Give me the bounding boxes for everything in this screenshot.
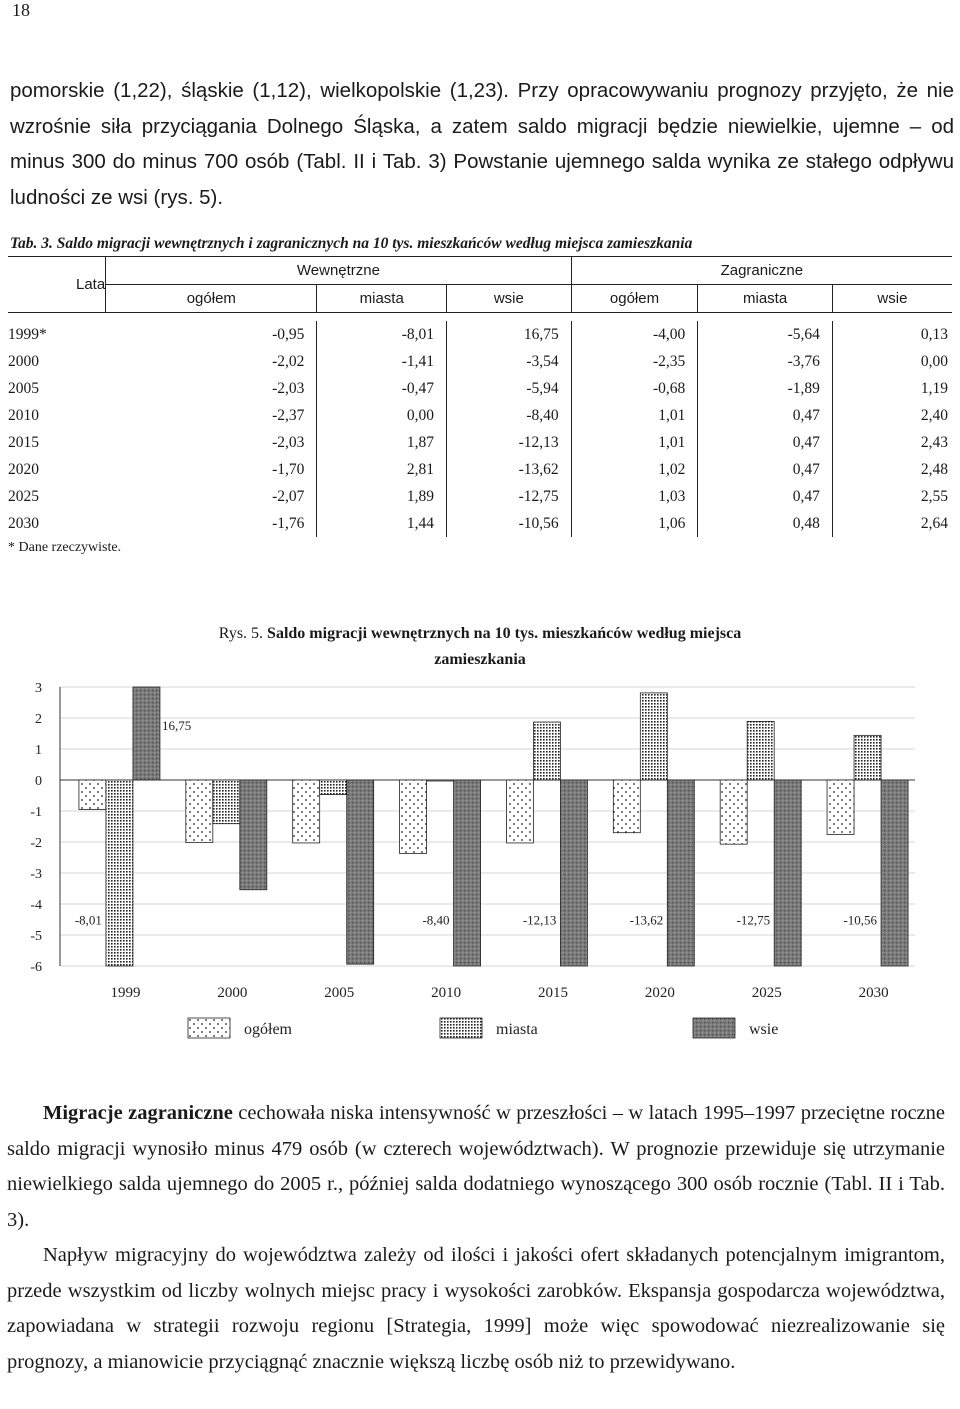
legend-swatch xyxy=(440,1018,482,1038)
ext-villages-cell: 0,00 xyxy=(832,348,952,375)
x-tick-label: 2015 xyxy=(537,985,568,1001)
bar-wsie xyxy=(881,780,908,966)
figure-caption xyxy=(180,621,780,673)
ext-total-cell: -2,35 xyxy=(571,348,698,375)
figure-caption-main: Saldo migracji wewnętrznych na 10 tys. mieszkańców według miejsca xyxy=(267,625,742,642)
ext-total-cell: -0,68 xyxy=(571,375,698,402)
bar-miasta xyxy=(533,722,560,780)
year-cell: 2000 xyxy=(8,352,39,370)
paragraph-rest: cechowała niska intensywność w przeszłości – w latach 1995–1997 przeciętne roczne saldo migracji wynosiło minus 479 osób (w czterech województwach). W prognozie przewiduje się utrzymanie niewielkiego salda ujemnego do 2005 r., później salda dodatniego wynoszącego 300 osób rocznie (Tabl. II i Tab. 3). xyxy=(7,1102,945,1231)
bar-miasta xyxy=(106,780,133,966)
bar-wsie xyxy=(454,780,481,966)
legend-label: miasta xyxy=(496,1021,538,1038)
subheader-ext-cities: miasta xyxy=(698,285,833,313)
bar-wsie xyxy=(347,780,374,964)
int-cities-cell: -8,01 xyxy=(317,321,447,348)
x-tick-label: 1999 xyxy=(110,985,141,1001)
ext-villages-cell: 2,40 xyxy=(832,402,952,429)
y-tick-label: -4 xyxy=(30,898,42,913)
subheader-int-cities: miasta xyxy=(317,285,447,313)
lata-header: Lata xyxy=(76,276,106,293)
bar-miasta xyxy=(747,721,774,780)
ext-total-cell: 1,01 xyxy=(571,402,698,429)
page-number: 18 xyxy=(12,0,30,20)
value-label: -13,62 xyxy=(629,912,664,928)
paragraph-inflow: Napływ migracyjny do województwa zależy od ilości i jakości ofert składanych potencjalnym imigrantom, przede wszystkim od liczby wolnych miejsc pracy i wysokości zarobków. Ekspansja gospodarcza województwa, zapowiadana w strategii rozwoju regionu [Strategia, 1999] może więc spowodować niezrealizowanie się prognozy, a mianowicie przyciągnąć znacznie większą liczbę osób niż to przewidywano. xyxy=(7,1244,945,1373)
group-foreign-header: Zagraniczne xyxy=(571,257,952,285)
bar-ogolem xyxy=(720,780,747,844)
y-tick-label: -2 xyxy=(30,836,42,851)
ext-total-cell: -4,00 xyxy=(571,321,698,348)
y-tick-label: 3 xyxy=(35,681,42,696)
int-cities-cell: 1,87 xyxy=(317,429,447,456)
int-villages-cell: -12,13 xyxy=(447,429,572,456)
migration-table xyxy=(8,256,952,537)
bar-miasta xyxy=(640,693,667,780)
table-row xyxy=(8,402,952,429)
bar-miasta xyxy=(213,780,240,824)
table-row xyxy=(8,429,952,456)
intro-paragraph: pomorskie (1,22), śląskie (1,12), wielkopolskie (1,23). Przy opracowywaniu prognozy przyjęto, że nie wzrośnie siła przyciągania Dolnego Śląska, a zatem saldo migracji będzie niewielkie, ujemne – od minus 300 do minus 700 osób (Tabl. II i Tab. 3) Powstanie ujemnego salda wynika ze stałego odpływu ludności ze wsi (rys. 5). xyxy=(10,79,954,209)
value-label: -12,13 xyxy=(522,912,557,928)
ext-cities-cell: 0,47 xyxy=(698,483,833,510)
int-cities-cell: -1,41 xyxy=(317,348,447,375)
int-villages-cell: -10,56 xyxy=(447,510,572,537)
paragraph-lead: Migracje zagraniczne xyxy=(43,1102,233,1124)
table-row xyxy=(8,483,952,510)
int-cities-cell: 2,81 xyxy=(317,456,447,483)
bar-wsie xyxy=(774,780,801,966)
x-tick-label: 2010 xyxy=(431,985,462,1001)
int-villages-cell: -8,40 xyxy=(447,402,572,429)
year-cell: 2015 xyxy=(8,433,39,451)
int-cities-cell: 0,00 xyxy=(317,402,447,429)
int-total-cell: -2,03 xyxy=(272,433,305,451)
migration-bar-chart xyxy=(0,670,960,1070)
int-villages-cell: 16,75 xyxy=(447,321,572,348)
ext-cities-cell: -3,76 xyxy=(698,348,833,375)
ext-total-cell: 1,02 xyxy=(571,456,698,483)
int-total-cell: -2,03 xyxy=(272,379,305,397)
table-footnote: * Dane rzeczywiste. xyxy=(8,540,122,555)
ext-cities-cell: -1,89 xyxy=(698,375,833,402)
table-row xyxy=(8,375,952,402)
table-row xyxy=(8,510,952,537)
int-total-cell: -2,07 xyxy=(272,487,305,505)
ext-villages-cell: 2,43 xyxy=(832,429,952,456)
subheader-int-villages: wsie xyxy=(447,285,572,313)
subheader-ext-villages: wsie xyxy=(832,285,952,313)
table-row xyxy=(8,456,952,483)
year-cell: 2010 xyxy=(8,406,39,424)
bar-ogolem xyxy=(506,780,533,843)
year-cell: 2025 xyxy=(8,487,39,505)
ext-total-cell: 1,03 xyxy=(571,483,698,510)
y-tick-label: -1 xyxy=(30,805,42,820)
bar-ogolem xyxy=(186,780,213,843)
int-total-cell: -1,76 xyxy=(272,514,305,532)
y-tick-label: 2 xyxy=(35,712,42,727)
bar-wsie xyxy=(667,780,694,966)
int-total-cell: -0,95 xyxy=(272,325,305,343)
table-caption: Tab. 3. Saldo migracji wewnętrznych i zagranicznych na 10 tys. mieszkańców według miejsca zamieszkania xyxy=(10,235,693,252)
bar-ogolem xyxy=(79,780,106,809)
year-cell: 2005 xyxy=(8,379,39,397)
x-tick-label: 2025 xyxy=(751,985,782,1001)
ext-total-cell: 1,01 xyxy=(571,429,698,456)
ext-villages-cell: 2,64 xyxy=(832,510,952,537)
ext-cities-cell: -5,64 xyxy=(698,321,833,348)
group-internal-header: Wewnętrzne xyxy=(106,257,571,285)
paragraph-foreign-migration xyxy=(7,1096,945,1238)
int-total-cell: -2,02 xyxy=(272,352,305,370)
int-villages-cell: -3,54 xyxy=(447,348,572,375)
x-tick-label: 2000 xyxy=(217,985,248,1001)
value-label: -8,40 xyxy=(422,912,450,928)
int-cities-cell: -0,47 xyxy=(317,375,447,402)
year-cell: 2020 xyxy=(8,460,39,478)
ext-villages-cell: 2,55 xyxy=(832,483,952,510)
year-cell: 1999* xyxy=(8,325,47,343)
subheader-int-total: ogółem xyxy=(106,285,317,313)
bar-wsie xyxy=(240,780,267,890)
legend-swatch xyxy=(693,1018,735,1038)
bar-wsie xyxy=(133,687,160,780)
figure-caption-prefix: Rys. 5. xyxy=(218,625,264,642)
value-label: -10,56 xyxy=(843,912,878,928)
bar-miasta xyxy=(320,780,347,795)
ext-villages-cell: 1,19 xyxy=(832,375,952,402)
value-label: -12,75 xyxy=(736,912,771,928)
int-villages-cell: -13,62 xyxy=(447,456,572,483)
ext-cities-cell: 0,47 xyxy=(698,429,833,456)
x-tick-label: 2020 xyxy=(644,985,675,1001)
y-tick-label: -6 xyxy=(30,960,42,975)
ext-villages-cell: 2,48 xyxy=(832,456,952,483)
subheader-ext-total: ogółem xyxy=(571,285,698,313)
year-cell: 2030 xyxy=(8,514,39,532)
x-tick-label: 2005 xyxy=(324,985,355,1001)
legend-layer xyxy=(188,1018,778,1038)
y-tick-label: -5 xyxy=(30,929,42,944)
table-row xyxy=(8,321,952,348)
y-tick-label: 0 xyxy=(35,774,42,789)
int-cities-cell: 1,89 xyxy=(317,483,447,510)
x-tick-label: 2030 xyxy=(858,985,889,1001)
legend-swatch xyxy=(188,1018,230,1038)
ext-villages-cell: 0,13 xyxy=(832,321,952,348)
value-label: 16,75 xyxy=(161,718,192,733)
bar-ogolem xyxy=(827,780,854,835)
int-villages-cell: -12,75 xyxy=(447,483,572,510)
value-label: -8,01 xyxy=(74,912,102,928)
legend-label: wsie xyxy=(749,1021,779,1038)
bar-ogolem xyxy=(400,780,427,853)
bar-miasta xyxy=(427,780,454,781)
int-villages-cell: -5,94 xyxy=(447,375,572,402)
legend-label: ogółem xyxy=(244,1021,292,1038)
int-total-cell: -1,70 xyxy=(272,460,305,478)
int-total-cell: -2,37 xyxy=(272,406,305,424)
ext-cities-cell: 0,47 xyxy=(698,402,833,429)
body-text xyxy=(7,1096,945,1380)
bar-wsie xyxy=(560,780,587,966)
bar-miasta xyxy=(854,735,881,780)
figure-caption-tail: zamieszkania xyxy=(434,651,526,668)
ext-cities-cell: 0,48 xyxy=(698,510,833,537)
table-row xyxy=(8,348,952,375)
bar-ogolem xyxy=(613,780,640,833)
y-tick-label: 1 xyxy=(35,743,42,758)
bars-layer xyxy=(79,687,908,966)
bar-ogolem xyxy=(293,780,320,843)
ext-total-cell: 1,06 xyxy=(571,510,698,537)
y-tick-label: -3 xyxy=(30,867,42,882)
int-cities-cell: 1,44 xyxy=(317,510,447,537)
ext-cities-cell: 0,47 xyxy=(698,456,833,483)
